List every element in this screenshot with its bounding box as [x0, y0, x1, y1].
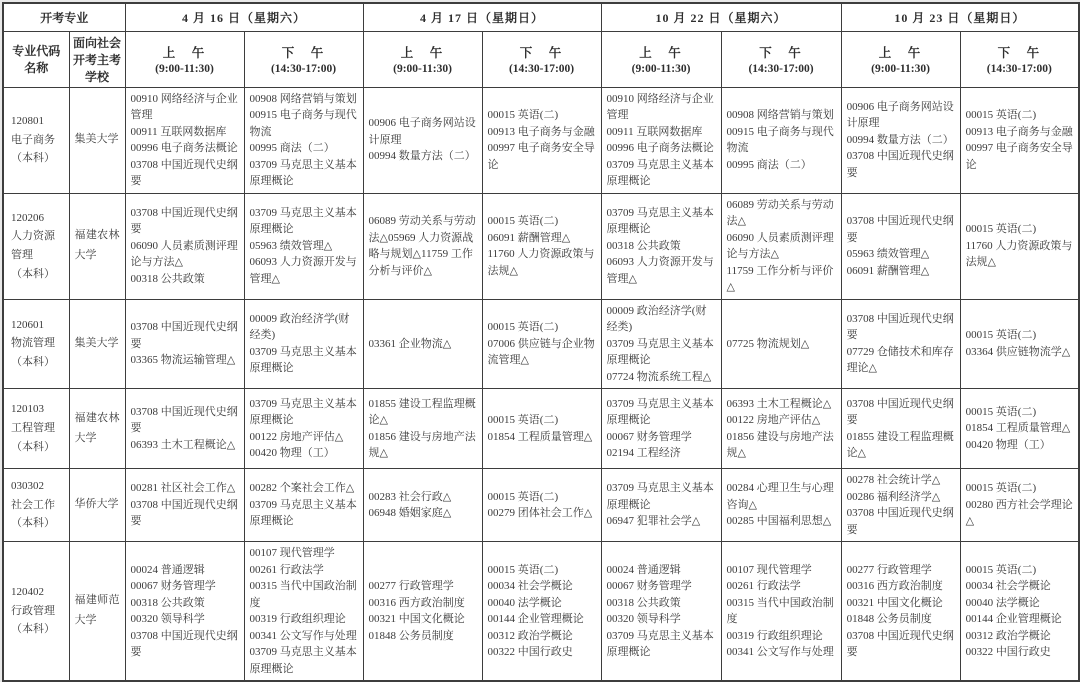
- table-row: [3, 389, 1079, 469]
- course-item: 00034 社会学概论: [965, 580, 1051, 592]
- course-item: 00910 网络经济与企业管理: [130, 92, 238, 121]
- session-cell: [721, 299, 841, 389]
- school-cell: 福建农林大学: [69, 193, 125, 299]
- course-item: 03361 企业物流△: [368, 337, 452, 350]
- session-label: 上 午: [878, 46, 923, 60]
- course-item: 01855 建设工程监理概论△: [368, 397, 476, 426]
- course-item: 00283 社会行政△: [368, 490, 452, 503]
- session-cell: [125, 542, 244, 682]
- course-item: 00015 英语(二): [487, 321, 559, 333]
- header-session-am-2: [363, 31, 482, 87]
- course-item: 06090 人员素质测评理论与方法△: [130, 239, 238, 269]
- session-label: 上 午: [400, 46, 445, 60]
- header-code-line2: 名称: [24, 61, 49, 75]
- course-item: 00913 电子商务与金融: [965, 125, 1073, 138]
- major-line: 电子商务: [11, 133, 55, 146]
- school-cell: 集美大学: [69, 87, 125, 193]
- session-label: 下 午: [281, 46, 326, 60]
- course-item: 00997 电子商务安全导论: [487, 142, 595, 171]
- course-item: 01848 公务员制度: [846, 613, 932, 625]
- session-cell: [960, 542, 1079, 682]
- major-line: （本科）: [11, 623, 55, 636]
- course-item: 00009 政治经济学(财经类): [249, 312, 350, 342]
- header-code-col: [3, 31, 69, 87]
- course-item: 00318 公共政策: [606, 239, 681, 252]
- course-item: 00015 英语(二): [965, 223, 1037, 236]
- course-item: 06091 薪酬管理△: [487, 231, 571, 244]
- session-cell: [601, 87, 721, 193]
- major-line: 120601: [11, 318, 44, 331]
- major-line: （本科）: [11, 152, 55, 165]
- session-cell: [482, 87, 601, 193]
- course-item: 00996 电子商务法概论: [606, 142, 714, 154]
- course-item: 00277 行政管理学: [368, 580, 454, 592]
- header-session-pm-2: [482, 31, 601, 87]
- session-time: (9:00-11:30): [155, 63, 214, 75]
- session-cell: [960, 87, 1079, 193]
- course-item: 00015 英语(二): [965, 563, 1037, 576]
- course-item: 00319 行政组织理论: [726, 629, 823, 642]
- session-cell: [244, 87, 363, 193]
- course-item: 01848 公务员制度: [368, 629, 454, 642]
- course-item: 00322 中国行政史: [965, 646, 1051, 658]
- course-item: 00034 社会学概论: [487, 580, 573, 592]
- session-time: (9:00-11:30): [871, 63, 930, 75]
- course-item: 00040 法学概论: [487, 596, 562, 609]
- session-cell: [363, 87, 482, 193]
- table-row: [3, 193, 1079, 299]
- course-item: 00995 商法（二）: [726, 158, 812, 171]
- course-item: 03709 马克思主义基本原理概论: [606, 482, 714, 511]
- course-item: 00261 行政法学: [249, 563, 324, 576]
- table-header: [3, 3, 1079, 87]
- course-item: 01854 工程质量管理△: [487, 430, 593, 443]
- session-cell: [363, 469, 482, 542]
- course-item: 03708 中国近现代史纲要: [846, 507, 954, 536]
- session-cell: [482, 389, 601, 469]
- table-row: [3, 87, 1079, 193]
- course-item: 00015 英语(二): [965, 405, 1037, 418]
- course-item: 03709 马克思主义基本原理概论: [249, 345, 357, 375]
- course-item: 03708 中国近现代史纲要: [130, 498, 238, 528]
- course-item: 00913 电子商务与金融: [487, 125, 595, 138]
- header-session-am-1: [125, 31, 244, 87]
- course-item: 00997 电子商务安全导论: [965, 142, 1073, 171]
- session-cell: [721, 193, 841, 299]
- course-item: 00067 财务管理学: [130, 580, 216, 592]
- course-item: 00994 数量方法（二）: [846, 133, 954, 146]
- table-row: [3, 469, 1079, 542]
- major-line: 120206: [11, 211, 44, 224]
- session-cell: [244, 193, 363, 299]
- session-time: (14:30-17:00): [270, 63, 337, 75]
- course-item: 03708 中国近现代史纲要: [130, 206, 238, 236]
- header-date-4: 10 月 23 日（星期日）: [841, 3, 1079, 31]
- header-date-2: 4 月 17 日（星期日）: [363, 3, 601, 31]
- session-label: 上 午: [639, 46, 683, 60]
- session-label: 下 午: [997, 46, 1042, 60]
- course-item: 03709 马克思主义基本原理概论: [606, 158, 714, 187]
- major-cell: [3, 299, 69, 389]
- header-session-am-3: [601, 31, 721, 87]
- session-time: (9:00-11:30): [631, 63, 691, 75]
- course-item: 00015 英语(二): [487, 109, 559, 121]
- header-school-line2: 开考主考: [73, 52, 122, 67]
- major-line: 人力资源管理: [11, 230, 55, 261]
- course-item: 00906 电子商务网站设计原理: [368, 117, 476, 146]
- course-item: 03708 中国近现代史纲要: [130, 158, 238, 187]
- course-item: 00261 行政法学: [726, 580, 801, 592]
- course-item: 01855 建设工程监理概论△: [846, 430, 954, 459]
- course-item: 00107 现代管理学: [726, 563, 812, 576]
- major-line: 工程管理: [11, 422, 55, 435]
- course-item: 03709 马克思主义基本原理概论: [249, 397, 357, 426]
- course-item: 00144 企业管理概论: [487, 613, 584, 625]
- session-cell: [363, 542, 482, 682]
- course-item: 00911 互联网数据库: [606, 125, 703, 138]
- course-item: 06091 薪酬管理△: [846, 264, 930, 277]
- header-session-pm-1: [244, 31, 363, 87]
- course-item: 00312 政治学概论: [965, 629, 1051, 642]
- session-cell: [841, 469, 960, 542]
- course-item: 00285 中国福利思想△: [726, 515, 832, 528]
- course-item: 00911 互联网数据库: [130, 125, 227, 138]
- course-item: 06948 婚姻家庭△: [368, 507, 452, 519]
- course-item: 00278 社会统计学△: [846, 474, 941, 486]
- major-cell: [3, 193, 69, 299]
- course-item: 03708 中国近现代史纲要: [846, 150, 954, 179]
- course-item: 00318 公共政策: [606, 596, 681, 609]
- session-time: (9:00-11:30): [393, 63, 452, 75]
- school-cell: 华侨大学: [69, 469, 125, 542]
- course-item: 03709 马克思主义基本原理概论: [249, 158, 357, 187]
- course-item: 00040 法学概论: [965, 596, 1040, 609]
- session-cell: [244, 389, 363, 469]
- session-cell: [482, 193, 601, 299]
- session-label: 下 午: [519, 46, 564, 60]
- course-item: 00277 行政管理学: [846, 563, 932, 576]
- header-session-pm-4: [960, 31, 1079, 87]
- course-item: 00906 电子商务网站设计原理: [846, 100, 954, 130]
- course-item: 00284 心理卫生与心理咨询△: [726, 482, 834, 511]
- course-item: 06393 土木工程概论△: [130, 438, 236, 451]
- course-item: 00015 英语(二): [965, 482, 1037, 495]
- header-school-line3: 学校: [85, 69, 110, 84]
- session-cell: [721, 87, 841, 193]
- course-item: 03708 中国近现代史纲要: [130, 405, 238, 435]
- course-item: 00024 普通逻辑: [130, 563, 205, 576]
- course-item: 00341 公文写作与处理: [726, 646, 834, 658]
- session-cell: [841, 193, 960, 299]
- course-item: 06947 犯罪社会学△: [606, 515, 701, 528]
- course-item: 00321 中国文化概论: [846, 596, 943, 609]
- session-cell: [601, 299, 721, 389]
- course-item: 11760 人力资源政策与法规△: [965, 239, 1073, 269]
- course-item: 00316 西方政治制度: [846, 580, 943, 592]
- session-cell: [363, 299, 482, 389]
- course-item: 00067 财务管理学: [606, 430, 692, 443]
- course-item: 06090 人员素质测评理论与方法△: [726, 231, 834, 260]
- major-line: 120801: [11, 114, 44, 127]
- major-cell: [3, 87, 69, 193]
- course-item: 00015 英语(二): [965, 109, 1037, 121]
- course-item: 00420 物理（工）: [965, 438, 1051, 451]
- course-item: 07729 仓储技术和库存理论△: [846, 345, 954, 375]
- session-cell: [960, 299, 1079, 389]
- course-item: 00280 西方社会学理论△: [965, 498, 1073, 528]
- course-item: 07725 物流规划△: [726, 337, 810, 350]
- school-cell: 福建师范大学: [69, 542, 125, 682]
- major-line: 物流管理: [11, 337, 55, 350]
- session-label: 上 午: [162, 46, 207, 60]
- course-item: 00122 房地产评估△: [249, 430, 344, 443]
- header-school-col: [69, 31, 125, 87]
- session-cell: [601, 542, 721, 682]
- course-item: 03365 物流运输管理△: [130, 354, 236, 366]
- course-item: 00320 领导科学: [606, 613, 681, 625]
- session-cell: [601, 389, 721, 469]
- course-item: 03708 中国近现代史纲要: [846, 312, 954, 342]
- course-item: 00015 英语(二): [487, 563, 559, 576]
- major-line: （本科）: [11, 356, 55, 369]
- course-item: 06089 劳动关系与劳动法△05969 人力资源战略与规划△11759 工作分析与评价△: [368, 215, 476, 277]
- course-item: 00315 当代中国政治制度: [249, 580, 357, 609]
- session-cell: [125, 299, 244, 389]
- course-item: 03709 马克思主义基本原理概论: [606, 337, 714, 366]
- course-item: 00015 英语(二): [487, 414, 559, 426]
- course-item: 03709 马克思主义基本原理概论: [249, 498, 357, 528]
- header-session-am-4: [841, 31, 960, 87]
- course-item: 00107 现代管理学: [249, 547, 335, 559]
- course-item: 03709 马克思主义基本原理概论: [606, 206, 714, 236]
- major-line: 社会工作: [11, 498, 55, 511]
- course-item: 00318 公共政策: [130, 596, 205, 609]
- course-item: 00315 当代中国政治制度: [726, 596, 834, 625]
- session-cell: [125, 87, 244, 193]
- course-item: 00281 社区社会工作△: [130, 482, 236, 495]
- major-line: 行政管理: [11, 604, 55, 617]
- course-item: 03709 马克思主义基本原理概论: [249, 206, 357, 236]
- course-item: 03709 马克思主义基本原理概论: [606, 397, 714, 426]
- major-line: （本科）: [11, 517, 55, 530]
- major-cell: [3, 389, 69, 469]
- header-date-1: 4 月 16 日（星期六）: [125, 3, 363, 31]
- session-cell: [125, 193, 244, 299]
- session-cell: [841, 542, 960, 682]
- course-item: 07724 物流系统工程△: [606, 370, 712, 383]
- session-cell: [721, 542, 841, 682]
- school-cell: 集美大学: [69, 299, 125, 389]
- course-item: 01856 建设与房地产法规△: [726, 430, 834, 459]
- course-item: 00910 网络经济与企业管理: [606, 92, 714, 121]
- course-item: 03709 马克思主义基本原理概论: [249, 646, 357, 675]
- course-item: 00341 公文写作与处理: [249, 629, 357, 642]
- course-item: 02194 工程经济: [606, 447, 681, 459]
- course-item: 03708 中国近现代史纲要: [846, 215, 954, 244]
- course-item: 00908 网络营销与策划: [726, 109, 834, 121]
- course-item: 07006 供应链与企业物流管理△: [487, 337, 595, 366]
- session-cell: [841, 389, 960, 469]
- course-item: 03364 供应链物流学△: [965, 345, 1071, 358]
- course-item: 00015 英语(二): [965, 329, 1037, 342]
- session-cell: [960, 193, 1079, 299]
- session-cell: [244, 542, 363, 682]
- session-cell: [244, 469, 363, 542]
- course-item: 06393 土木工程概论△: [726, 397, 832, 410]
- session-cell: [482, 469, 601, 542]
- course-item: 00279 团体社会工作△: [487, 507, 593, 519]
- school-cell: 福建农林大学: [69, 389, 125, 469]
- course-item: 06093 人力资源开发与管理△: [606, 256, 714, 285]
- major-line: 120402: [11, 585, 44, 598]
- session-cell: [601, 469, 721, 542]
- course-item: 00420 物理（工）: [249, 447, 335, 459]
- course-item: 00122 房地产评估△: [726, 414, 821, 426]
- course-item: 00282 个案社会工作△: [249, 482, 355, 495]
- schedule-body: [3, 87, 1079, 681]
- course-item: 03709 马克思主义基本原理概论: [606, 629, 714, 658]
- course-item: 05963 绩效管理△: [846, 248, 930, 260]
- table-row: [3, 542, 1079, 682]
- session-cell: [363, 193, 482, 299]
- course-item: 03708 中国近现代史纲要: [130, 629, 238, 658]
- course-item: 00316 西方政治制度: [368, 596, 465, 609]
- course-item: 00996 电子商务法概论: [130, 142, 238, 154]
- session-time: (14:30-17:00): [986, 63, 1052, 75]
- session-cell: [125, 389, 244, 469]
- header-date-3: 10 月 22 日（星期六）: [601, 3, 841, 31]
- session-time: (14:30-17:00): [748, 63, 814, 75]
- session-cell: [960, 389, 1079, 469]
- session-cell: [721, 469, 841, 542]
- session-cell: [841, 87, 960, 193]
- session-cell: [721, 389, 841, 469]
- course-item: 06093 人力资源开发与管理△: [249, 256, 357, 285]
- major-line: （本科）: [11, 267, 55, 280]
- course-item: 06089 劳动关系与劳动法△: [726, 198, 834, 227]
- course-item: 00015 英语(二): [487, 215, 559, 227]
- session-cell: [363, 389, 482, 469]
- session-time: (14:30-17:00): [508, 63, 575, 75]
- course-item: 00321 中国文化概论: [368, 613, 465, 625]
- table-row: [3, 299, 1079, 389]
- exam-schedule-sheet: [2, 2, 1078, 675]
- course-item: 01856 建设与房地产法规△: [368, 430, 476, 459]
- course-item: 00915 电子商务与现代物流: [726, 125, 834, 154]
- course-item: 00312 政治学概论: [487, 629, 573, 642]
- course-item: 00144 企业管理概论: [965, 613, 1062, 625]
- course-item: 00995 商法（二）: [249, 142, 335, 154]
- course-item: 00067 财务管理学: [606, 580, 692, 592]
- major-line: （本科）: [11, 440, 55, 453]
- exam-schedule-table: [2, 2, 1080, 682]
- course-item: 00015 英语(二): [487, 490, 559, 503]
- major-line: 030302: [11, 479, 44, 492]
- course-item: 00009 政治经济学(财经类): [606, 304, 707, 333]
- session-cell: [244, 299, 363, 389]
- session-cell: [841, 299, 960, 389]
- course-item: 11759 工作分析与评价△: [726, 264, 834, 293]
- course-item: 00908 网络营销与策划: [249, 92, 357, 105]
- major-cell: [3, 542, 69, 682]
- course-item: 00319 行政组织理论: [249, 613, 346, 625]
- header-code-line1: 专业代码: [12, 44, 61, 58]
- course-item: 03708 中国近现代史纲要: [846, 397, 954, 426]
- major-cell: [3, 469, 69, 542]
- course-item: 00320 领导科学: [130, 613, 205, 625]
- session-cell: [482, 299, 601, 389]
- course-item: 11760 人力资源政策与法规△: [487, 248, 595, 277]
- course-item: 05963 绩效管理△: [249, 239, 333, 252]
- header-school-line1: 面向社会: [73, 35, 122, 50]
- course-item: 00286 福利经济学△: [846, 490, 941, 503]
- session-cell: [482, 542, 601, 682]
- major-line: 120103: [11, 403, 44, 416]
- session-label: 下 午: [759, 46, 803, 60]
- session-cell: [125, 469, 244, 542]
- header-session-pm-3: [721, 31, 841, 87]
- course-item: 00915 电子商务与现代物流: [249, 109, 357, 138]
- course-item: 03708 中国近现代史纲要: [130, 321, 238, 350]
- header-major-group: 开考专业: [3, 3, 125, 31]
- session-cell: [960, 469, 1079, 542]
- course-item: 03708 中国近现代史纲要: [846, 629, 954, 658]
- course-item: 00318 公共政策: [130, 272, 205, 285]
- course-item: 00024 普通逻辑: [606, 563, 681, 576]
- session-cell: [601, 193, 721, 299]
- course-item: 01854 工程质量管理△: [965, 422, 1071, 435]
- course-item: 00322 中国行政史: [487, 646, 573, 658]
- course-item: 00994 数量方法（二）: [368, 150, 476, 163]
